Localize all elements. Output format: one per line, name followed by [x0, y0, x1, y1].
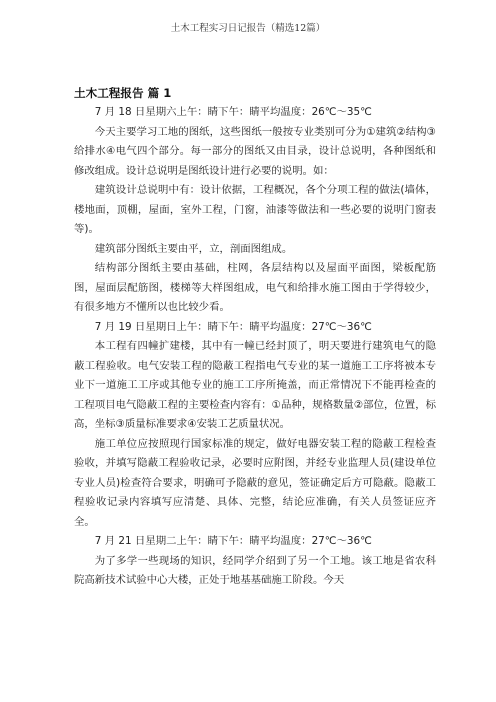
- document-body: [74, 103, 436, 591]
- body-paragraph: 施工单位应按照现行国家标准的规定，做好电器安装工程的隐蔽工程检查验收，并填写隐蔽工程验收记录，必要时应附图，并经专业监理人员(建设单位专业人员)检查符合要求，明确可予隐蔽的意见，签证确定后方可隐蔽。隐蔽工程验收记录内容填写应清楚、具体、完整，结论应准确，有关人员签证应齐全。: [74, 437, 436, 528]
- section-heading: 土木工程报告 篇 1: [74, 86, 172, 100]
- diary-date-line: 7 月 19 日星期日上午：睛下午：睛平均温度：27℃～36℃: [94, 320, 372, 333]
- document-title: 土木工程实习日记报告（精选12篇）: [170, 23, 326, 34]
- body-paragraph: 为了多学一些现场的知识，经同学介绍到了另一个工地。该工地是省农科院高新技术试验中心大楼，正处于地基基础施工阶段。今天: [74, 554, 436, 586]
- body-paragraph: 建筑设计总说明中有：设计依据，工程概况，各个分项工程的做法(墙体，楼地面，顶棚，屋面，室外工程，门窗，油漆等做法和一些必要的说明门窗表等)。: [74, 184, 436, 235]
- body-paragraph: 建筑部分图纸主要由平，立，剖面图组成。: [94, 242, 293, 255]
- diary-date-line: 7 月 18 日星期六上午：睛下午：睛平均温度：26℃～35℃: [94, 106, 372, 118]
- diary-date-line: 7 月 21 日星期二上午：睛下午：睛平均温度：27℃～36℃: [94, 535, 372, 547]
- body-paragraph: 本工程有四幢扩建楼，其中有一幢已经封顶了，明天要进行建筑电气的隐蔽工程验收。电气安装工程的隐蔽工程指电气专业的某一道施工工序将被本专业下一道施工工序或其他专业的施工工序所掩盖，而正常情况下不能再检查的工程项目电气隐蔽工程的主要检查内容有：①品种，规格数量②部位，位置，标高，坐标③质量标准要求④安装工艺质量状况。: [74, 340, 436, 430]
- body-paragraph: 今天主要学习工地的图纸，这些图纸一般按专业类别可分为①建筑②结构③给排水④电气四个部分。每一部分的图纸又由目录，设计总说明，各种图纸和修改组成。设计总说明是图纸设计进行必要的说明。如：: [74, 125, 436, 177]
- body-paragraph: 结构部分图纸主要由基础，柱网，各层结构以及屋面平面图，梁板配筋图，屋面层配筋图，楼梯等大样图组成，电气和给排水施工图由于学得较少，有很多地方不懂所以也比较少看。: [74, 262, 436, 313]
